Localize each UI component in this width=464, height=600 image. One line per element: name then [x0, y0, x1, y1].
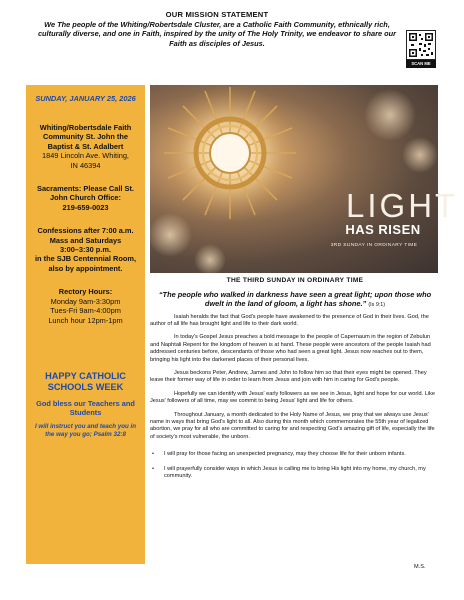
paragraph: Throughout January, a month dedicated to the Holy Name of Jesus, we pray that we always use Jesus' name in ways that bring God's light to all. Also during this month which commemorates the 55th year of legalized abortion, we pray for all who are committed to caring for and respecting God's amazing gift of life, especially the life of society's most vulnerable, the unborn. — [150, 411, 435, 440]
rectory-hours — [30, 287, 141, 325]
mission-title: OUR MISSION STATEMENT — [165, 10, 269, 19]
quote-text: “The people who walked in darkness have seen a great light; upon those who dwelt in the land of gloom, a light has shone.” — [158, 290, 432, 309]
sidebar — [26, 85, 145, 564]
confessions-line1: Confessions after 7:00 a.m. Mass and Saturdays — [37, 226, 134, 245]
bulletin-date: SUNDAY, JANUARY 25, 2026 — [35, 94, 136, 103]
schools-week-heading: HAPPY CATHOLIC SCHOOLS WEEK — [45, 370, 126, 392]
hours-title: Rectory Hours: — [58, 287, 113, 297]
paragraph: In today's Gospel Jesus preaches a bold message to the people of Capernaum in the region of Zebulun and Naphtali Repent for the kingdom of heaven is at hand. These people were ancestors of the people Isaiah had addressed centuries before, descendants of those who had seen a great light. Jesus now reaches out to them, bringing his light into the darkened places of their personal lives. — [150, 334, 431, 363]
confessions-info — [30, 226, 141, 273]
address-line2: IN 46394 — [70, 160, 101, 170]
sunday-title: THE THIRD SUNDAY IN ORDINARY TIME — [226, 277, 364, 284]
hours-lunch: Lunch hour 12pm-1pm — [48, 315, 123, 325]
prayer-list — [150, 451, 440, 480]
schools-week-blessing: God bless our Teachers and Students — [36, 398, 135, 418]
hero-title-light: LIGHT — [346, 187, 459, 224]
qr-code[interactable] — [406, 30, 436, 72]
sacraments-info — [30, 184, 141, 212]
hours-tues-fri: Tues-Fri 9am-4:00pm — [50, 306, 121, 316]
mission-text: We The people of the Whiting/Robertsdale Cluster, are a Catholic Faith Community, ethnically rich, culturally diverse, and one in Faith, inspired by the unity of The Holy Trinity, we endeavor to share our Faith as disciples of Jesus. — [37, 20, 397, 48]
office-phone[interactable]: 219-659-0023 — [62, 202, 109, 212]
hero-title-risen: HAS RISEN — [345, 222, 421, 237]
parish-name: Whiting/Robertsdale Faith Community St. John the Baptist & St. Adalbert — [39, 123, 132, 151]
list-item: • I will prayerfully consider ways in which Jesus is calling me to bring His light into my home, my church, my community. — [150, 466, 440, 481]
signature: M.S. — [414, 564, 426, 570]
paragraph: Jesus beckons Peter, Andrew, James and John to follow him so that their eyes might be opened. They leave their former way of life in order to learn from Jesus and join with him in caring for God's people. — [150, 370, 427, 384]
qr-caption: SCAN ME — [406, 60, 436, 68]
list-item: • I will pray for those facing an unexpected pregnancy, may they choose life for their unborn infants. — [150, 451, 440, 458]
hero-image — [150, 85, 459, 273]
reflection — [150, 277, 440, 481]
hero-subtitle: 3RD SUNDAY IN ORDINARY TIME — [330, 243, 418, 248]
confessions-line2: 3:00–3:30 p.m. — [60, 245, 111, 255]
mission-statement — [36, 10, 398, 70]
schools-week-verse: I will instruct you and teach you in the way you go; Psalm 32:8 — [34, 422, 137, 438]
address-line1: 1849 Lincoln Ave. Whiting, — [42, 151, 129, 161]
quote-reference: (Is 9:1) — [368, 302, 386, 309]
hours-monday: Monday 9am-3:30pm — [50, 296, 121, 306]
paragraph: Isaiah heralds the fact that God's people have awakened to the presence of God in their lives. God, the author of all life has brought light and life to their dark world. — [150, 313, 429, 327]
confessions-line3: in the SJB Centennial Room, also by appointment. — [34, 254, 136, 273]
scripture-quote — [150, 290, 440, 311]
sacraments-text: Sacraments: Please Call St. John Church Office: — [37, 184, 134, 203]
parish-info — [30, 123, 141, 170]
qr-code-icon — [406, 30, 436, 60]
paragraph: Hopefully we can identify with Jesus' early followers as we see in Jesus, light and hope for our world. Like Jesus' followers of all time, may we commit to being Jesus' light and life for others. — [150, 390, 435, 405]
